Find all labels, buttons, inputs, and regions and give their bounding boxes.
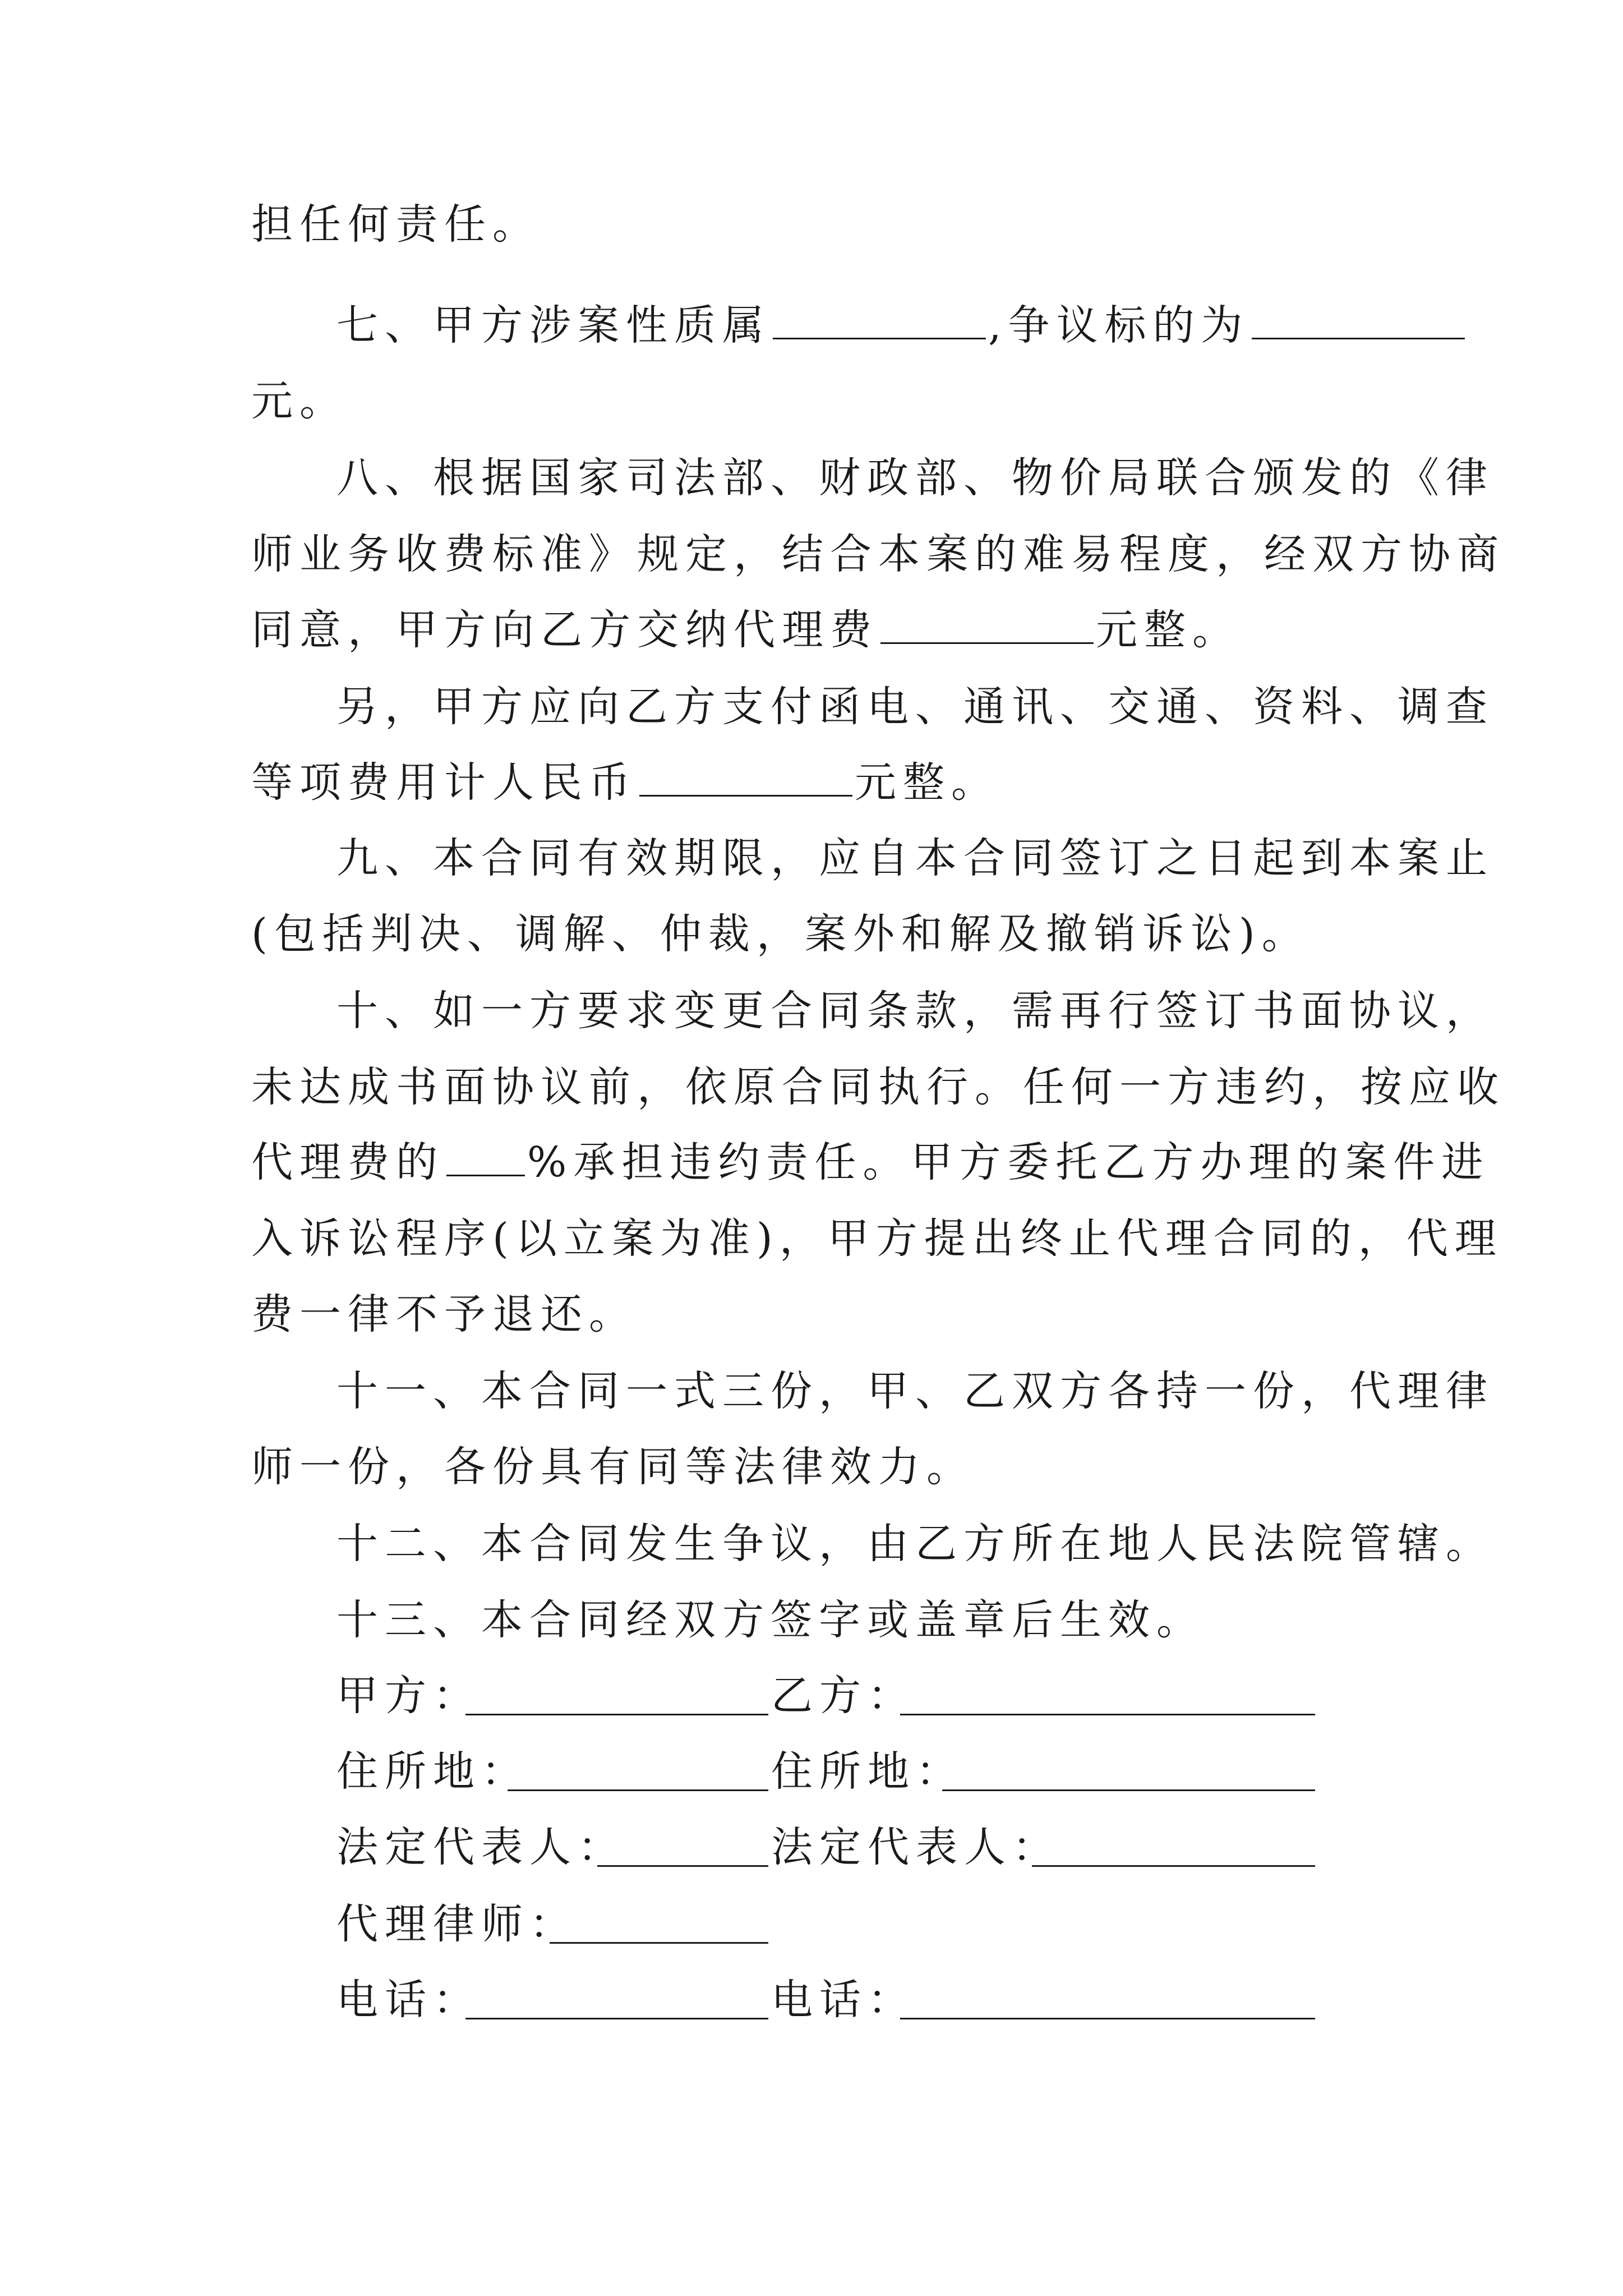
signature-row-address <box>336 1743 1324 1800</box>
clause-nine-line <box>336 830 1494 886</box>
phone-b-blank[interactable] <box>900 2018 1315 2019</box>
clause-eleven-line <box>336 1363 1494 1419</box>
paragraph-line <box>251 1059 1505 1115</box>
paragraph-line <box>251 1211 1503 1267</box>
address-b-label: 住所地： <box>771 1747 964 1796</box>
case-nature-blank[interactable] <box>773 301 986 339</box>
representative-a-blank[interactable] <box>597 1865 768 1867</box>
clause-seven-line <box>336 297 1467 353</box>
line-text: 八、根据国家司法部、财政部、物价局联合颁发的《律 <box>336 454 1494 502</box>
representative-b-blank[interactable] <box>1032 1865 1315 1867</box>
line-text: 等项费用计人民币 <box>251 758 637 807</box>
expenses-line <box>251 754 999 811</box>
line-text: 七、甲方涉案性质属 <box>336 301 771 349</box>
lawyer-blank[interactable] <box>550 1942 768 1944</box>
signature-row-representative <box>336 1819 1324 1875</box>
paragraph-line <box>251 1439 975 1495</box>
line-text: 十一、本合同一式三份，甲、乙双方各持一份，代理律 <box>336 1367 1494 1415</box>
dispute-amount-blank[interactable] <box>1252 301 1465 339</box>
penalty-line <box>251 1134 1490 1190</box>
line-text: (包括判决、调解、仲裁，案外和解及撤销诉讼)。 <box>251 910 1310 958</box>
party-b-blank[interactable] <box>900 1714 1315 1715</box>
representative-a-label: 法定代表人： <box>336 1823 626 1871</box>
line-text: 师业务收费标准》规定，结合本案的难易程度，经双方协商 <box>251 530 1505 578</box>
address-a-blank[interactable] <box>508 1789 768 1791</box>
line-text: 费一律不予退还。 <box>251 1290 637 1338</box>
signature-row-phone <box>336 1972 1324 2028</box>
paragraph-line <box>251 373 348 429</box>
line-text: %承担违约责任。甲方委托乙方办理的案件进 <box>527 1138 1490 1186</box>
agency-fee-line <box>251 602 1241 658</box>
signature-row-party <box>336 1668 1324 1724</box>
phone-a-blank[interactable] <box>465 2018 768 2019</box>
clause-thirteen-line <box>336 1592 1205 1648</box>
paragraph-line <box>251 1286 637 1342</box>
address-b-blank[interactable] <box>942 1789 1315 1791</box>
paragraph-line <box>251 526 1505 582</box>
clause-twelve-line <box>336 1516 1494 1572</box>
line-text: 九、本合同有效期限，应自本合同签订之日起到本案止 <box>336 834 1494 882</box>
signature-row-lawyer <box>336 1896 1324 1952</box>
line-text: 元整。 <box>1096 606 1241 654</box>
party-b-label: 乙方： <box>771 1672 916 1720</box>
line-text: 元。 <box>251 377 348 425</box>
clause-eight-line <box>336 450 1494 506</box>
line-text: 另，甲方应向乙方支付函电、通讯、交通、资料、调查 <box>336 683 1494 731</box>
line-text: ,争议标的为 <box>988 301 1249 349</box>
line-text: 十、如一方要求变更合同条款，需再行签订书面协议， <box>336 987 1494 1035</box>
paragraph-line <box>336 679 1494 735</box>
line-text: 十三、本合同经双方签字或盖章后生效。 <box>336 1596 1205 1644</box>
line-text: 十二、本合同发生争议，由乙方所在地人民法院管辖。 <box>336 1520 1494 1568</box>
phone-a-label: 电话： <box>336 1976 481 2024</box>
line-text: 入诉讼程序(以立案为准)，甲方提出终止代理合同的，代理 <box>251 1214 1503 1263</box>
party-a-label: 甲方： <box>336 1672 481 1720</box>
paragraph-line <box>251 906 1310 962</box>
party-a-blank[interactable] <box>465 1714 768 1715</box>
lawyer-label: 代理律师： <box>336 1900 578 1948</box>
line-text: 同意，甲方向乙方交纳代理费 <box>251 606 878 654</box>
line-text: 代理费的 <box>251 1138 444 1186</box>
address-a-label: 住所地： <box>336 1747 529 1796</box>
representative-b-label: 法定代表人： <box>771 1823 1061 1871</box>
line-text: 未达成书面协议前，依原合同执行。任何一方违约，按应收 <box>251 1063 1505 1111</box>
line-text: 元整。 <box>855 758 999 807</box>
phone-b-label: 电话： <box>771 1976 916 2024</box>
penalty-percent-blank[interactable] <box>446 1138 525 1176</box>
paragraph-line <box>251 196 541 252</box>
agency-fee-blank[interactable] <box>880 605 1094 644</box>
line-text: 担任何责任。 <box>251 200 541 249</box>
expenses-amount-blank[interactable] <box>639 758 852 797</box>
clause-ten-line <box>336 983 1494 1039</box>
line-text: 师一份，各份具有同等法律效力。 <box>251 1443 975 1491</box>
